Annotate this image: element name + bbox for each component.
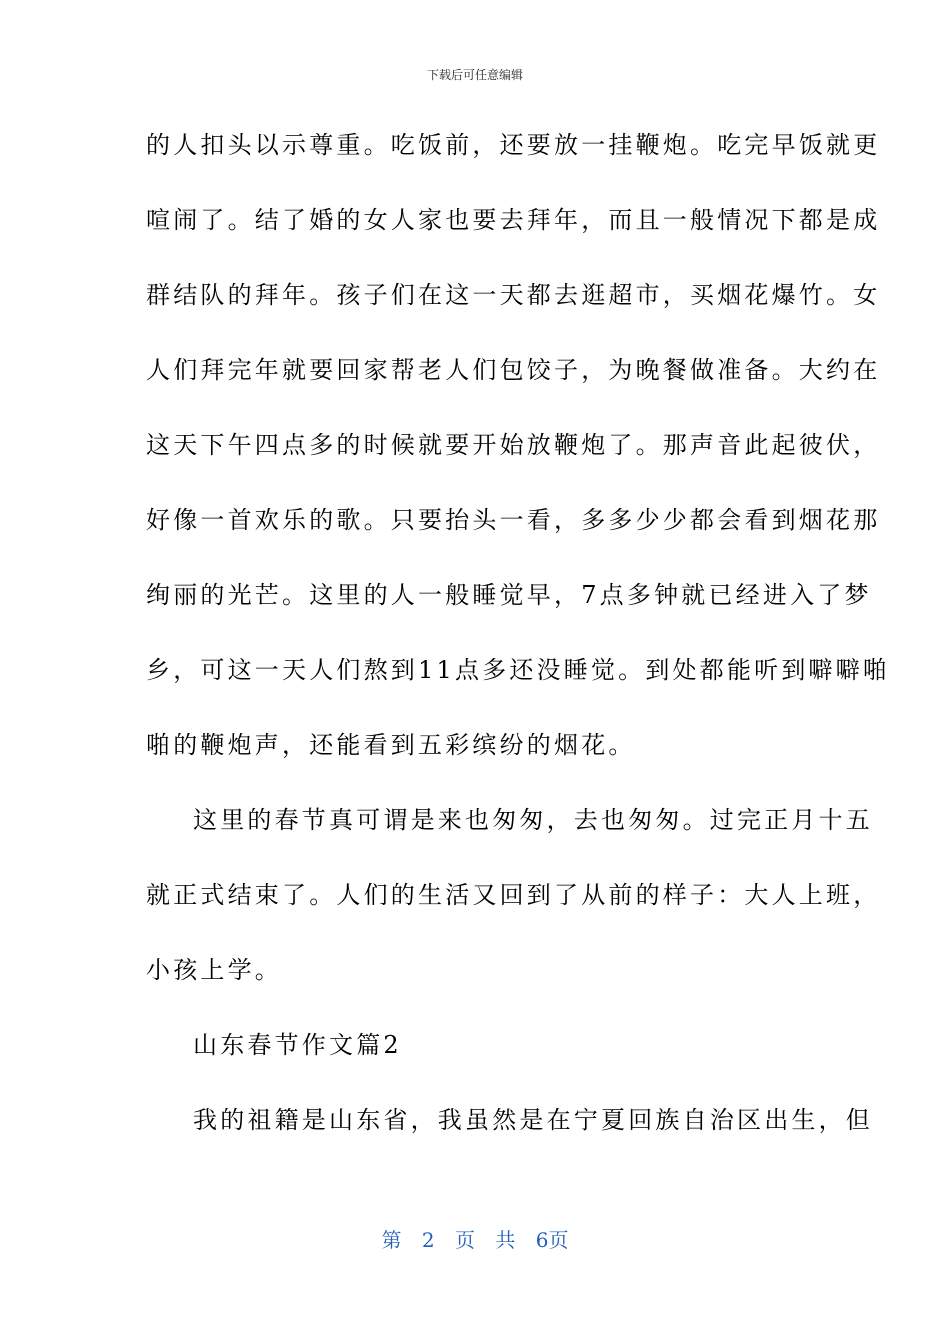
section-title: 山东春节作文篇2: [193, 1031, 402, 1059]
text-line: 啪的鞭炮声，还能看到五彩缤纷的烟花。: [146, 731, 636, 759]
page-footer: [0, 1224, 950, 1253]
text-line: 就正式结束了。人们的生活又回到了从前的样子：大人上班，: [146, 881, 881, 909]
text-line: 绚丽的光芒。这里的人一般睡觉早，7点多钟就已经进入了梦: [146, 581, 872, 609]
text-line: 人们拜完年就要回家帮老人们包饺子，为晚餐做准备。大约在: [146, 356, 881, 384]
current-page-number: 2: [421, 1228, 435, 1252]
footer-page-word: 页: [455, 1228, 475, 1252]
text-line: 乡，可这一天人们熬到11点多还没睡觉。到处都能听到噼噼啪: [146, 656, 891, 684]
text-line: 我的祖籍是山东省，我虽然是在宁夏回族自治区出生，但: [193, 1106, 873, 1134]
text-line: 小孩上学。: [146, 956, 282, 984]
footer-total-word: 共: [495, 1228, 516, 1252]
text-line: 的人扣头以示尊重。吃饭前，还要放一挂鞭炮。吃完早饭就更: [146, 131, 881, 159]
document-body: [146, 120, 891, 1170]
footer-prefix: 第: [381, 1228, 402, 1252]
text-line: 这里的春节真可谓是来也匆匆，去也匆匆。过完正月十五: [193, 806, 873, 834]
text-line: 群结队的拜年。孩子们在这一天都去逛超市，买烟花爆竹。女: [146, 281, 881, 309]
text-line: 喧闹了。结了婚的女人家也要去拜年，而且一般情况下都是成: [146, 206, 881, 234]
text-line: 好像一首欢乐的歌。只要抬头一看，多多少少都会看到烟花那: [146, 506, 881, 534]
page-header: 下载后可任意编辑: [426, 68, 523, 82]
text-line: 这天下午四点多的时候就要开始放鞭炮了。那声音此起彼伏，: [146, 431, 881, 459]
total-pages: 6页: [535, 1228, 569, 1252]
